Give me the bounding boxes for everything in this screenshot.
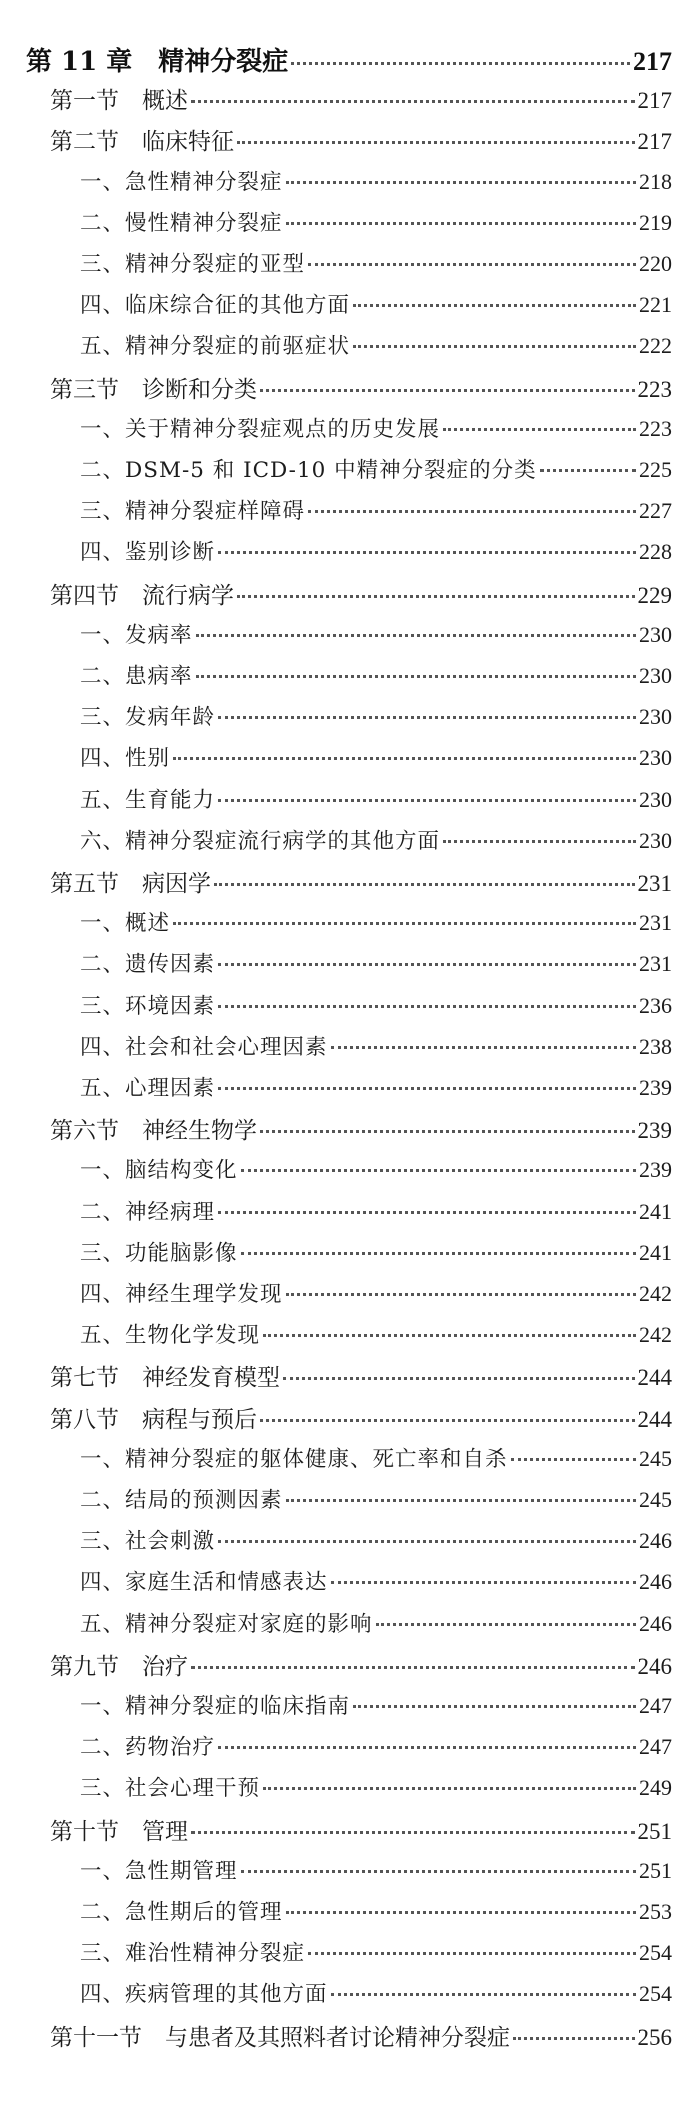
dot-leader xyxy=(237,141,635,144)
toc-entry-title: 一、精神分裂症的躯体健康、死亡率和自杀 xyxy=(80,1446,508,1472)
toc-subsection-entry[interactable] xyxy=(80,1153,672,1184)
toc-entry-title: 二、药物治疗 xyxy=(80,1735,216,1761)
toc-subsection-entry[interactable] xyxy=(80,1977,672,2008)
toc-entry-page-number: 230 xyxy=(639,745,672,771)
toc-entry-title: 二、急性期后的管理 xyxy=(80,1900,283,1925)
toc-entry-title: 一、脑结构变化 xyxy=(80,1158,238,1184)
toc-entry-title: 第七节 神经发育模型 xyxy=(50,1365,280,1392)
toc-entry-page-number: 251 xyxy=(637,1818,672,1844)
toc-entry-page-number: 246 xyxy=(639,1569,672,1595)
toc-entry-page-number: 230 xyxy=(639,621,672,647)
dot-leader xyxy=(218,716,636,719)
toc-entry-page-number: 247 xyxy=(639,1693,672,1718)
toc-section-entry[interactable] xyxy=(50,82,672,115)
dot-leader xyxy=(191,1666,635,1669)
toc-entry-page-number: 217 xyxy=(633,47,672,76)
toc-entry-title: 一、急性精神分裂症 xyxy=(80,169,283,195)
toc-entry-page-number: 242 xyxy=(639,1281,672,1306)
toc-entry-page-number: 230 xyxy=(639,704,672,730)
toc-section-entry[interactable] xyxy=(50,865,672,898)
toc-entry-title: 四、鉴别诊断 xyxy=(80,540,216,566)
toc-chapter-entry[interactable] xyxy=(26,41,672,78)
toc-subsection-entry[interactable] xyxy=(80,659,672,690)
toc-entry-title: 二、遗传因素 xyxy=(80,952,216,978)
toc-entry-title: 五、生育能力 xyxy=(80,787,216,813)
dot-leader xyxy=(241,1870,636,1873)
toc-entry-title: 一、概述 xyxy=(80,911,171,937)
dot-leader xyxy=(308,510,636,513)
toc-subsection-entry[interactable] xyxy=(80,412,672,443)
toc-entry-title: 第三节 诊断和分类 xyxy=(50,376,257,403)
toc-subsection-entry[interactable] xyxy=(80,741,672,772)
toc-subsection-entry[interactable] xyxy=(80,700,672,731)
toc-subsection-entry[interactable] xyxy=(80,989,672,1020)
toc-subsection-entry[interactable] xyxy=(80,1483,672,1514)
toc-subsection-entry[interactable] xyxy=(80,1607,672,1638)
toc-entry-page-number: 253 xyxy=(639,1899,672,1924)
dot-leader xyxy=(218,963,636,966)
dot-leader xyxy=(260,1419,635,1422)
dot-leader xyxy=(218,1087,636,1090)
dot-leader xyxy=(540,469,636,472)
toc-entry-page-number: 219 xyxy=(639,209,672,235)
toc-entry-title: 一、急性期管理 xyxy=(80,1858,238,1884)
dot-leader xyxy=(291,62,630,65)
dot-leader xyxy=(308,263,636,266)
toc-entry-page-number: 231 xyxy=(639,951,672,977)
toc-section-entry[interactable] xyxy=(50,2019,672,2052)
toc-section-entry[interactable] xyxy=(50,1112,672,1145)
toc-entry-title: 三、环境因素 xyxy=(80,993,216,1019)
dot-leader xyxy=(218,1211,636,1214)
toc-entry-page-number: 218 xyxy=(639,168,672,194)
toc-subsection-entry[interactable] xyxy=(80,1442,672,1473)
dot-leader xyxy=(353,1705,636,1708)
toc-subsection-entry[interactable] xyxy=(80,247,672,278)
dot-leader xyxy=(237,595,635,598)
toc-entry-page-number: 231 xyxy=(639,910,672,936)
dot-leader xyxy=(353,345,636,348)
toc-entry-title: 四、性别 xyxy=(80,746,171,772)
toc-subsection-entry[interactable] xyxy=(80,1936,672,1967)
toc-entry-page-number: 231 xyxy=(637,871,672,896)
toc-section-entry[interactable] xyxy=(50,1648,672,1681)
dot-leader xyxy=(191,1831,635,1834)
toc-subsection-entry[interactable] xyxy=(80,1030,672,1061)
dot-leader xyxy=(331,1581,636,1584)
toc-entry-title: 二、神经病理 xyxy=(80,1199,216,1225)
toc-subsection-entry[interactable] xyxy=(80,1071,672,1102)
dot-leader xyxy=(173,757,636,760)
toc-entry-page-number: 249 xyxy=(639,1775,672,1801)
toc-subsection-entry[interactable] xyxy=(80,288,672,319)
dot-leader xyxy=(173,922,636,925)
toc-entry-title: 五、精神分裂症的前驱症状 xyxy=(80,334,351,360)
toc-section-entry[interactable] xyxy=(50,371,672,404)
toc-entry-title: 第一节 概述 xyxy=(50,88,188,115)
toc-subsection-entry[interactable] xyxy=(80,1895,672,1926)
toc-entry-page-number: 238 xyxy=(639,1033,672,1059)
toc-entry-title: 五、心理因素 xyxy=(80,1076,216,1101)
dot-leader xyxy=(286,1293,636,1296)
dot-leader xyxy=(286,1499,636,1502)
toc-entry-page-number: 254 xyxy=(639,1940,672,1966)
toc-entry-page-number: 225 xyxy=(639,457,672,482)
dot-leader xyxy=(286,222,636,225)
toc-subsection-entry[interactable] xyxy=(80,206,672,237)
toc-entry-title: 六、精神分裂症流行病学的其他方面 xyxy=(80,828,441,854)
toc-entry-title: 五、精神分裂症对家庭的影响 xyxy=(80,1611,373,1637)
toc-subsection-entry[interactable] xyxy=(80,783,672,814)
dot-leader xyxy=(376,1623,636,1626)
toc-subsection-entry[interactable] xyxy=(80,1730,672,1761)
dot-leader xyxy=(286,181,636,184)
toc-entry-page-number: 227 xyxy=(639,498,672,524)
dot-leader xyxy=(218,799,636,802)
toc-subsection-entry[interactable] xyxy=(80,1524,672,1555)
dot-leader xyxy=(191,100,635,103)
toc-entry-title: 第十节 管理 xyxy=(50,1818,188,1845)
toc-entry-title: 五、生物化学发现 xyxy=(80,1323,261,1349)
toc-entry-title: 三、精神分裂症样障碍 xyxy=(80,499,306,525)
toc-entry-page-number: 245 xyxy=(639,1445,672,1471)
toc-entry-title: 第二节 临床特征 xyxy=(50,129,234,156)
dot-leader xyxy=(308,1952,636,1955)
dot-leader xyxy=(260,389,635,392)
toc-section-entry[interactable] xyxy=(50,123,672,156)
toc-entry-title: 第五节 病因学 xyxy=(50,871,211,897)
toc-entry-title: 三、精神分裂症的亚型 xyxy=(80,252,306,277)
toc-entry-page-number: 239 xyxy=(639,1075,672,1100)
toc-subsection-entry[interactable] xyxy=(80,618,672,649)
toc-subsection-entry[interactable] xyxy=(80,1689,672,1720)
toc-entry-page-number: 220 xyxy=(639,251,672,276)
toc-entry-title: 二、患病率 xyxy=(80,664,193,689)
toc-entry-title: 三、功能脑影像 xyxy=(80,1240,238,1266)
dot-leader xyxy=(263,1787,636,1790)
toc-entry-page-number: 244 xyxy=(637,1406,672,1432)
toc-subsection-entry[interactable] xyxy=(80,1236,672,1267)
toc-entry-page-number: 223 xyxy=(639,415,672,441)
toc-subsection-entry[interactable] xyxy=(80,329,672,360)
dot-leader xyxy=(331,1993,636,1996)
toc-entry-title: 三、发病年龄 xyxy=(80,705,216,731)
toc-subsection-entry[interactable] xyxy=(80,535,672,566)
toc-section-entry[interactable] xyxy=(50,577,672,610)
toc-entry-title: 二、结局的预测因素 xyxy=(80,1488,283,1513)
toc-entry-page-number: 221 xyxy=(639,292,672,318)
dot-leader xyxy=(218,1005,636,1008)
toc-entry-title: 第四节 流行病学 xyxy=(50,582,234,609)
toc-entry-page-number: 246 xyxy=(639,1610,672,1636)
dot-leader xyxy=(286,1911,636,1914)
dot-leader xyxy=(443,428,636,431)
toc-subsection-entry[interactable] xyxy=(80,1565,672,1596)
toc-entry-page-number: 230 xyxy=(639,827,672,853)
dot-leader xyxy=(218,1540,636,1543)
dot-leader xyxy=(443,840,636,843)
dot-leader xyxy=(241,1169,636,1172)
toc-entry-title: 三、难治性精神分裂症 xyxy=(80,1941,306,1967)
dot-leader xyxy=(260,1130,635,1133)
toc-entry-page-number: 245 xyxy=(639,1487,672,1512)
toc-entry-page-number: 256 xyxy=(637,2024,672,2050)
toc-entry-title: 第十一节 与患者及其照料者讨论精神分裂症 xyxy=(50,2024,510,2051)
dot-leader xyxy=(353,304,636,307)
toc-subsection-entry[interactable] xyxy=(80,1195,672,1226)
toc-entry-title: 四、家庭生活和情感表达 xyxy=(80,1570,328,1596)
toc-entry-title: 二、慢性精神分裂症 xyxy=(80,210,283,236)
toc-entry-page-number: 254 xyxy=(639,1981,672,2007)
toc-entry-title: 第 11 章 精神分裂症 xyxy=(26,47,289,77)
toc-entry-page-number: 242 xyxy=(639,1322,672,1348)
toc-entry-title: 三、社会心理干预 xyxy=(80,1776,261,1802)
dot-leader xyxy=(218,1746,636,1749)
toc-entry-page-number: 246 xyxy=(637,1653,672,1679)
dot-leader xyxy=(263,1334,636,1337)
toc-subsection-entry[interactable] xyxy=(80,165,672,196)
toc-entry-page-number: 223 xyxy=(637,376,672,402)
dot-leader xyxy=(196,634,636,637)
toc-entry-page-number: 236 xyxy=(639,992,672,1018)
toc-subsection-entry[interactable] xyxy=(80,1318,672,1349)
toc-entry-page-number: 230 xyxy=(639,663,672,688)
toc-entry-page-number: 247 xyxy=(639,1734,672,1760)
toc-entry-title: 四、社会和社会心理因素 xyxy=(80,1034,328,1060)
toc-entry-page-number: 244 xyxy=(637,1365,672,1391)
toc-entry-title: 第六节 神经生物学 xyxy=(50,1118,257,1145)
toc-entry-title: 二、DSM-5 和 ICD-10 中精神分裂症的分类 xyxy=(80,458,537,483)
toc-entry-page-number: 251 xyxy=(639,1857,672,1883)
toc-entry-title: 一、精神分裂症的临床指南 xyxy=(80,1694,351,1719)
dot-leader xyxy=(331,1046,636,1049)
toc-entry-page-number: 222 xyxy=(639,333,672,359)
toc-entry-page-number: 217 xyxy=(637,88,672,114)
dot-leader xyxy=(196,675,636,678)
toc-subsection-entry[interactable] xyxy=(80,453,672,484)
dot-leader xyxy=(511,1458,636,1461)
toc-entry-title: 三、社会刺激 xyxy=(80,1529,216,1555)
toc-entry-title: 第九节 治疗 xyxy=(50,1653,188,1680)
toc-entry-page-number: 217 xyxy=(637,129,672,155)
toc-entry-title: 一、发病率 xyxy=(80,622,193,648)
toc-section-entry[interactable] xyxy=(50,1359,672,1392)
dot-leader xyxy=(214,883,635,886)
toc-entry-title: 四、疾病管理的其他方面 xyxy=(80,1982,328,2008)
toc-subsection-entry[interactable] xyxy=(80,1277,672,1308)
toc-entry-page-number: 230 xyxy=(639,786,672,812)
dot-leader xyxy=(218,551,636,554)
toc-entry-page-number: 241 xyxy=(639,1239,672,1265)
toc-subsection-entry[interactable] xyxy=(80,824,672,855)
toc-subsection-entry[interactable] xyxy=(80,906,672,937)
toc-subsection-entry[interactable] xyxy=(80,1854,672,1885)
dot-leader xyxy=(513,2037,635,2040)
toc-entry-title: 四、临床综合征的其他方面 xyxy=(80,293,351,319)
toc-subsection-entry[interactable] xyxy=(80,494,672,525)
dot-leader xyxy=(241,1252,636,1255)
toc-subsection-entry[interactable] xyxy=(80,1771,672,1802)
toc-entry-page-number: 239 xyxy=(639,1157,672,1183)
toc-entry-title: 一、关于精神分裂症观点的历史发展 xyxy=(80,416,441,442)
toc-entry-page-number: 246 xyxy=(639,1528,672,1554)
toc-entry-page-number: 239 xyxy=(637,1118,672,1144)
dot-leader xyxy=(283,1377,635,1380)
toc-entry-page-number: 229 xyxy=(637,582,672,608)
toc-entry-title: 第八节 病程与预后 xyxy=(50,1406,257,1433)
toc-subsection-entry[interactable] xyxy=(80,947,672,978)
toc-entry-page-number: 241 xyxy=(639,1198,672,1224)
toc-section-entry[interactable] xyxy=(50,1813,672,1846)
toc-section-entry[interactable] xyxy=(50,1401,672,1434)
toc-entry-page-number: 228 xyxy=(639,539,672,565)
toc-entry-title: 四、神经生理学发现 xyxy=(80,1282,283,1307)
